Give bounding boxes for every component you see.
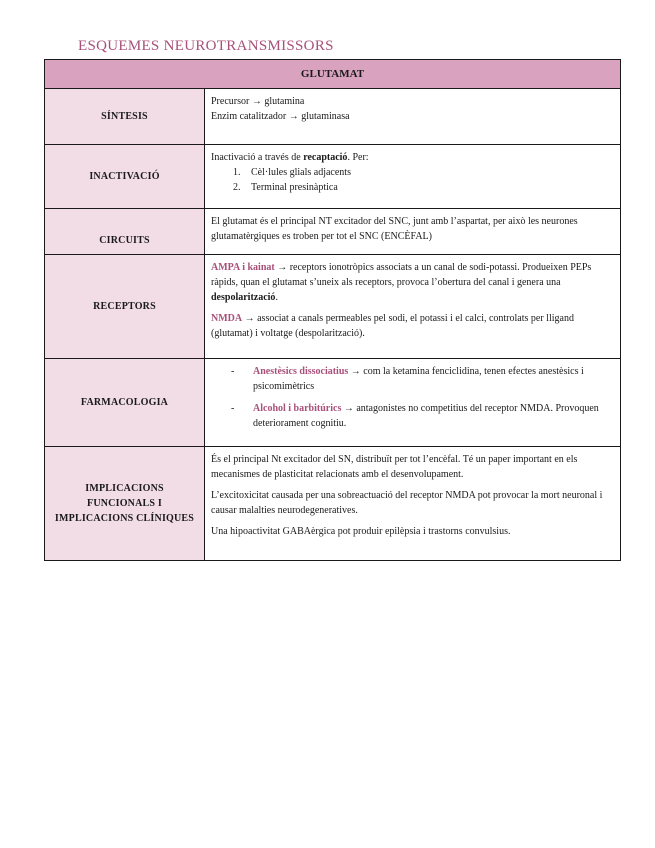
content-farmacologia: [205, 359, 621, 447]
farmacologia-list: [211, 364, 614, 431]
neurotransmitter-table: [44, 59, 621, 561]
list-item: 1. Cèl·lules glials adjacents: [243, 165, 614, 180]
ampa-end: .: [275, 292, 278, 303]
inactivacio-intro-pre: Inactivació a través de: [211, 152, 304, 163]
label-sintesi: SÍNTESIS: [45, 89, 205, 145]
label-circuits: CIRCUITS: [45, 209, 205, 255]
nmda-text: → associat a canals permeables pel sodi, el potassi i el calci, controlats per lligand (glutamat) i voltatge (despolarització).: [211, 313, 574, 339]
list-item: [231, 401, 614, 431]
inactivacio-intro-bold: recaptació: [303, 152, 348, 163]
content-implicacions: [205, 447, 621, 561]
inactivacio-intro: [211, 150, 614, 165]
dash-bullet: -: [231, 403, 235, 414]
farmacologia-term: Alcohol i barbitúrics: [253, 403, 342, 414]
table-header-glutamat: GLUTAMAT: [45, 60, 621, 89]
ampa-text: → receptors ionotròpics associats a un canal de sodi-potassi. Produeixen PEPs ràpids, quan el glutamat s’uneix als receptors, provoca l’obertura del canal i genera una: [211, 262, 592, 288]
label-receptors: RECEPTORS: [45, 255, 205, 359]
row-sintesi: [45, 89, 621, 145]
row-receptors: [45, 255, 621, 359]
inactivacio-intro-post: . Per:: [347, 152, 369, 163]
implicacions-paragraph: És el principal Nt excitador del SN, distribuït per tot l’encèfal. Té un paper important en els mecanismes de plasticitat relacionats amb el desenvolupament.: [211, 454, 578, 480]
row-inactivacio: [45, 145, 621, 209]
receptor-nmda: [211, 311, 614, 341]
nmda-term: NMDA: [211, 313, 243, 324]
list-item: 2. Terminal presinàptica: [243, 180, 614, 195]
list-item: [231, 364, 614, 394]
sintesi-precursor: Precursor → glutamina: [211, 96, 305, 107]
inactivacio-list: [211, 165, 614, 195]
content-circuits: El glutamat és el principal NT excitador del SNC, junt amb l’aspartat, per això les neurones glutamatèrgiques es troben per tot el SNC (ENCÈFAL): [205, 209, 621, 255]
farmacologia-text: → com la ketamina fenciclidina, tenen efectes anestèsics i psicomimètrics: [253, 366, 584, 392]
content-receptors: [205, 255, 621, 359]
implicacions-paragraph: L’excitoxicitat causada per una sobreactuació del receptor NMDA pot provocar la mort neuronal i causar malalties neurodegeneratives.: [211, 490, 603, 516]
farmacologia-term: Anestèsics dissociatius: [253, 366, 349, 377]
table-header-row: [45, 60, 621, 89]
row-farmacologia: [45, 359, 621, 447]
dash-bullet: -: [231, 366, 235, 377]
receptor-ampa: [211, 260, 614, 305]
label-farmacologia: FARMACOLOGIA: [45, 359, 205, 447]
implicacions-paragraph: Una hipoactivitat GABAèrgica pot produir epilèpsia i trastorns convulsius.: [211, 526, 511, 537]
row-circuits: [45, 209, 621, 255]
content-inactivacio: [205, 145, 621, 209]
ampa-bold: despolarització: [211, 292, 276, 303]
row-implicacions: [45, 447, 621, 561]
farmacologia-text: → antagonistes no competitius del receptor NMDA. Provoquen deteriorament cognitiu.: [253, 403, 599, 429]
ampa-term: AMPA i kainat: [211, 262, 275, 273]
label-inactivacio: INACTIVACIÓ: [45, 145, 205, 209]
document-title: ESQUEMES NEUROTRANSMISSORS: [78, 38, 334, 54]
sintesi-enzim: Enzim catalitzador → glutaminasa: [211, 111, 350, 122]
label-implicacions: IMPLICACIONS FUNCIONALS I IMPLICACIONS CLÍNIQUES: [45, 447, 205, 561]
content-sintesi: [205, 89, 621, 145]
